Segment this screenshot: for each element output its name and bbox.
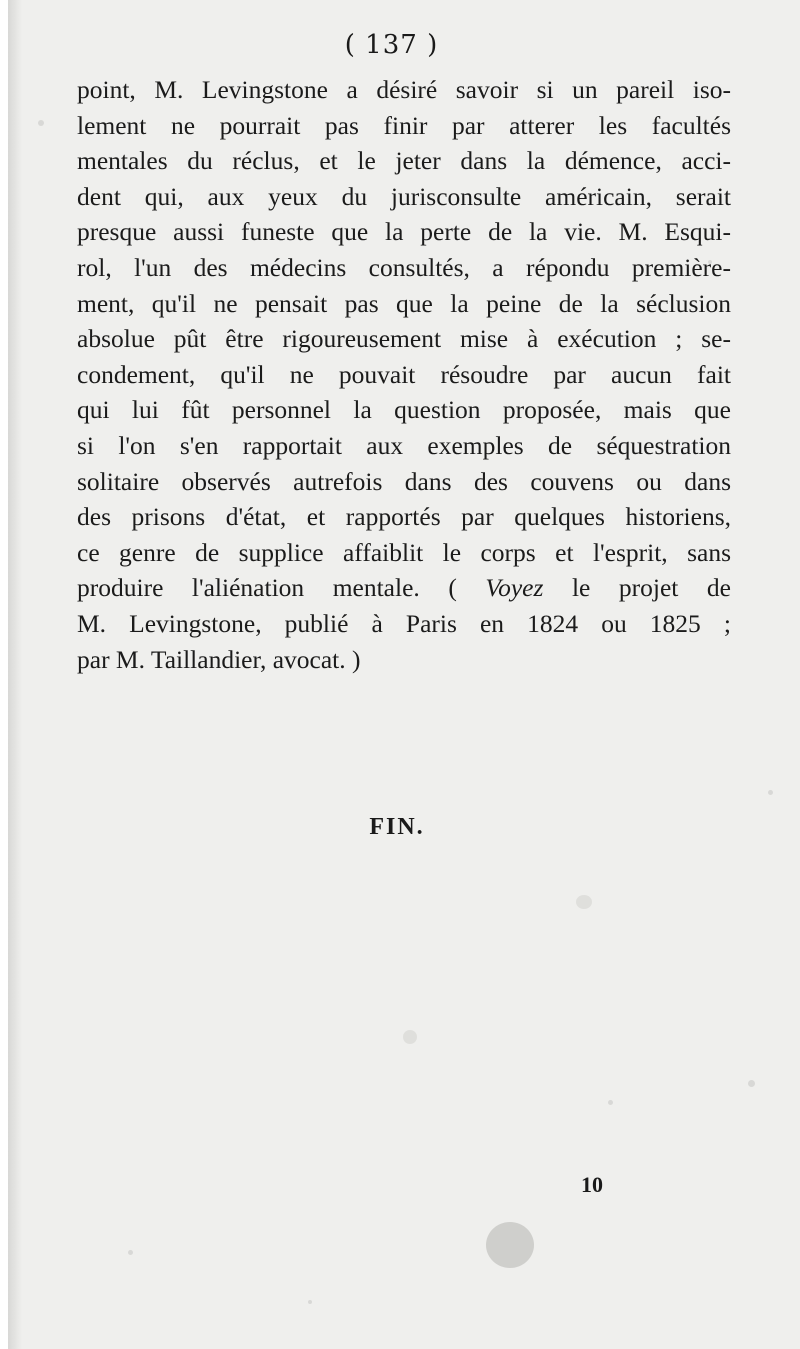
text-line: solitaire observés autrefois dans des couvens ou dans bbox=[77, 466, 731, 496]
signature-mark: 10 bbox=[581, 1172, 603, 1197]
paper-speck bbox=[308, 1300, 312, 1304]
text-line: mentales du réclus, et le jeter dans la démence, acci- bbox=[77, 146, 731, 176]
text-line: ment, qu'il ne pensait pas que la peine de la séclusion bbox=[77, 288, 731, 318]
page-edge bbox=[0, 0, 8, 1349]
book-page bbox=[8, 0, 800, 1349]
text-line: absolue pût être rigoureusement mise à exécution ; se- bbox=[77, 324, 731, 354]
paper-speck bbox=[768, 790, 773, 795]
text-line: lement ne pourrait pas finir par atterer les facultés bbox=[77, 110, 731, 140]
page-number: ( 137 ) bbox=[344, 30, 439, 60]
text-line: M. Levingstone, publié à Paris en 1824 ou 1825 ; bbox=[77, 608, 731, 638]
page-gutter-shadow bbox=[8, 0, 22, 1349]
body-paragraph bbox=[77, 72, 731, 677]
text-line: dent qui, aux yeux du jurisconsulte américain, serait bbox=[77, 181, 731, 211]
paper-speck bbox=[608, 1100, 613, 1105]
text-segment: produire l'aliénation mentale. ( bbox=[77, 573, 486, 603]
text-line: ce genre de supplice affaiblit le corps et l'esprit, sans bbox=[77, 537, 731, 567]
paper-speck bbox=[748, 1080, 755, 1087]
paper-speck bbox=[38, 120, 44, 126]
paper-speck bbox=[403, 1030, 417, 1044]
text-segment: le projet de bbox=[543, 573, 731, 603]
paper-speck bbox=[486, 1222, 534, 1268]
text-line: des prisons d'état, et rapportés par quelques historiens, bbox=[77, 502, 731, 532]
text-line: presque aussi funeste que la perte de la vie. M. Esqui- bbox=[77, 217, 731, 247]
text-line: par M. Taillandier, avocat. ) bbox=[77, 644, 361, 674]
text-line: point, M. Levingstone a désiré savoir si un pareil iso- bbox=[77, 75, 731, 104]
italic-word: Voyez bbox=[485, 573, 544, 603]
text-line: si l'on s'en rapportait aux exemples de séquestration bbox=[77, 430, 731, 460]
text-line bbox=[77, 570, 731, 606]
paper-speck bbox=[128, 1250, 133, 1255]
paper-speck bbox=[576, 895, 592, 909]
text-line: rol, l'un des médecins consultés, a répondu première- bbox=[77, 252, 731, 282]
text-line: condement, qu'il ne pouvait résoudre par aucun fait bbox=[77, 359, 731, 389]
end-marker: FIN. bbox=[369, 814, 425, 840]
text-line: qui lui fût personnel la question proposée, mais que bbox=[77, 395, 731, 425]
